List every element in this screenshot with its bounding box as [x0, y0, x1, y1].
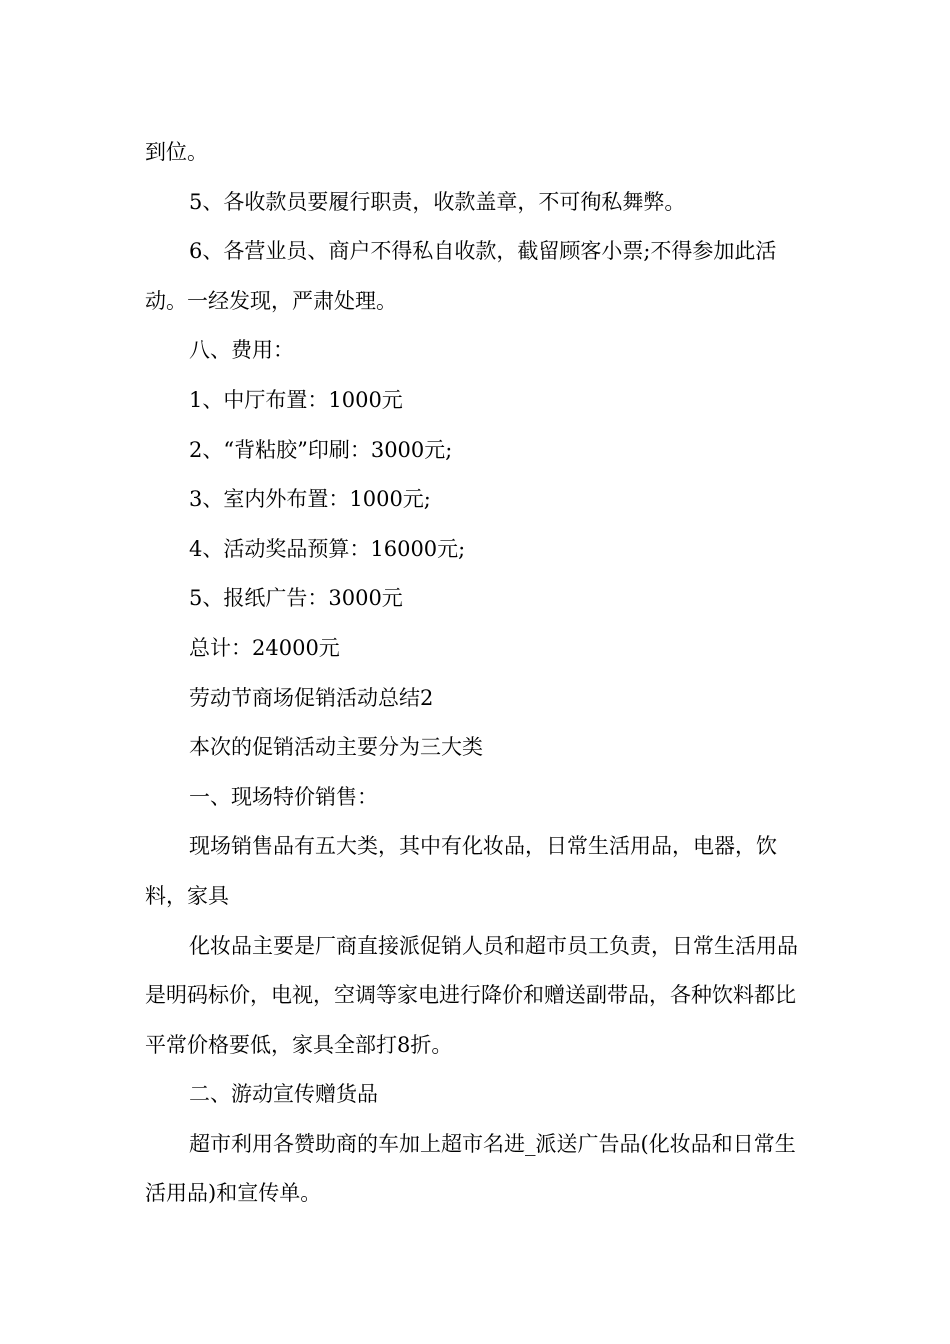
fee-total: 总计：24000元	[189, 635, 340, 660]
fee-item-1: 1、中厅布置：1000元	[189, 387, 403, 412]
fee-item-5: 5、报纸广告：3000元	[189, 586, 403, 611]
paragraph-mobile-promo: 超市利用各赞助商的车加上超市名进_派送广告品(化妆品和日常生活用品)和宣传单。	[145, 1131, 796, 1206]
paragraph-2: 5、各收款员要履行职责，收款盖章，不可徇私舞弊。	[189, 189, 686, 214]
paragraph-onsite-categories: 现场销售品有五大类，其中有化妆品，日常生活用品，电器，饮料，家具	[145, 834, 777, 908]
section-heading-mobile-promo: 二、游动宣传赠货品	[189, 1082, 378, 1107]
summary-intro: 本次的促销活动主要分为三大类	[189, 735, 483, 760]
paragraph-3: 6、各营业员、商户不得私自收款，截留顾客小票;不得参加此活动。一经发现，严肃处理。	[145, 239, 777, 313]
fee-item-3: 3、室内外布置：1000元;	[189, 487, 431, 512]
fee-item-4: 4、活动奖品预算：16000元;	[189, 536, 466, 561]
document-body	[145, 128, 810, 1219]
section-heading-onsite-sales: 一、现场特价销售：	[189, 784, 378, 809]
section-heading-fees: 八、费用：	[189, 338, 294, 363]
fee-item-2: 2、“背粘胶”印刷：3000元;	[189, 437, 453, 462]
paragraph-1: 到位。	[145, 140, 208, 164]
section-title-summary-2: 劳动节商场促销活动总结2	[189, 685, 434, 710]
paragraph-onsite-details: 化妆品主要是厂商直接派促销人员和超市员工负责，日常生活用品是明码标价，电视，空调等家电进行降价和赠送副带品，各种饮料都比平常价格要低，家具全部打8折。	[145, 933, 798, 1057]
